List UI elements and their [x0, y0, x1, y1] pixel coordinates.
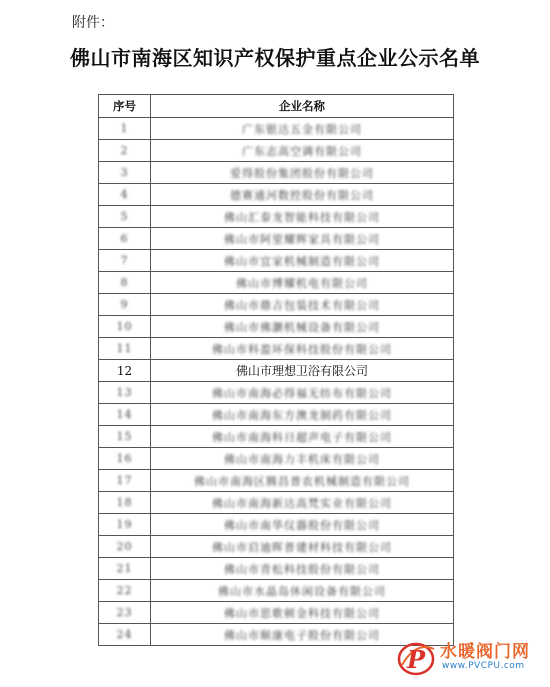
company-name: 佛山市南海区腾昌普农机械制造有限公司 — [151, 470, 454, 492]
row-number: 24 — [99, 624, 151, 646]
company-name: 佛山市南海力丰机床有限公司 — [151, 448, 454, 470]
row-number: 16 — [99, 448, 151, 470]
attachment-label: 附件： — [72, 15, 114, 31]
table-row — [99, 580, 454, 602]
row-number: 6 — [99, 228, 151, 250]
table-row — [99, 206, 454, 228]
company-name: 佛山市宜家机械制造有限公司 — [151, 250, 454, 272]
table-row — [99, 404, 454, 426]
table-header-row — [99, 95, 454, 118]
column-header-number: 序号 — [99, 95, 151, 118]
table-row — [99, 316, 454, 338]
watermark-logo-letter: P — [407, 645, 426, 674]
row-number: 21 — [99, 558, 151, 580]
table-row — [99, 602, 454, 624]
row-number: 7 — [99, 250, 151, 272]
company-name: 德赛通河数控股份有限公司 — [151, 184, 454, 206]
company-name: 佛山市博耀机电有限公司 — [151, 272, 454, 294]
company-name: 佛山市青松科技股份有限公司 — [151, 558, 454, 580]
table-row — [99, 448, 454, 470]
row-number: 4 — [99, 184, 151, 206]
row-number: 18 — [99, 492, 151, 514]
row-number: 12 — [99, 360, 151, 382]
company-name: 佛山市佛灏机械设备有限公司 — [151, 316, 454, 338]
company-name: 佛山市顺康电子股份有限公司 — [151, 624, 454, 646]
table-row — [99, 558, 454, 580]
company-name: 佛山市水晶岛休闲设备有限公司 — [151, 580, 454, 602]
watermark-text: 水暖阀门网 — [440, 642, 530, 662]
table-row — [99, 360, 454, 382]
row-number: 1 — [99, 118, 151, 140]
row-number: 20 — [99, 536, 151, 558]
company-name: 广东志高空调有限公司 — [151, 140, 454, 162]
row-number: 22 — [99, 580, 151, 602]
column-header-company-name: 企业名称 — [151, 95, 454, 118]
company-name: 佛山市南海东方澳龙制药有限公司 — [151, 404, 454, 426]
company-name: 佛山市阿里耀辉家具有限公司 — [151, 228, 454, 250]
row-number: 8 — [99, 272, 151, 294]
row-number: 13 — [99, 382, 151, 404]
table-row — [99, 162, 454, 184]
row-number: 23 — [99, 602, 151, 624]
watermark-url: www.PVCPU.com — [442, 661, 525, 671]
row-number: 17 — [99, 470, 151, 492]
table-row — [99, 294, 454, 316]
company-name: 广东银达五金有限公司 — [151, 118, 454, 140]
company-name: 佛山市思歌顿金科技有限公司 — [151, 602, 454, 624]
table-row — [99, 250, 454, 272]
table-row — [99, 470, 454, 492]
company-name: 佛山汇泰龙智能科技有限公司 — [151, 206, 454, 228]
company-name: 佛山市鼎吉包装技术有限公司 — [151, 294, 454, 316]
row-number: 19 — [99, 514, 151, 536]
company-name: 佛山市南海必得福无纺布有限公司 — [151, 382, 454, 404]
table-row — [99, 514, 454, 536]
row-number: 10 — [99, 316, 151, 338]
table-row — [99, 228, 454, 250]
table-row — [99, 140, 454, 162]
row-number: 14 — [99, 404, 151, 426]
company-name: 爱得股份集团股份有限公司 — [151, 162, 454, 184]
table-row — [99, 382, 454, 404]
company-name: 佛山市科盈环保科技股份有限公司 — [151, 338, 454, 360]
company-name: 佛山市南海新达高梵实业有限公司 — [151, 492, 454, 514]
table-row — [99, 272, 454, 294]
company-table — [98, 94, 454, 646]
watermark — [394, 635, 544, 679]
watermark-logo-icon — [394, 635, 438, 679]
table-body — [99, 118, 454, 646]
row-number: 11 — [99, 338, 151, 360]
row-number: 2 — [99, 140, 151, 162]
company-name: 佛山市南华仪器股份有限公司 — [151, 514, 454, 536]
company-name: 佛山市启迪晖普建材科技有限公司 — [151, 536, 454, 558]
row-number: 15 — [99, 426, 151, 448]
table-row — [99, 338, 454, 360]
table-row — [99, 118, 454, 140]
company-name: 佛山市南海科日超声电子有限公司 — [151, 426, 454, 448]
company-name: 佛山市理想卫浴有限公司 — [151, 360, 454, 382]
table-row — [99, 184, 454, 206]
table-row — [99, 492, 454, 514]
table-row — [99, 536, 454, 558]
table-row — [99, 426, 454, 448]
row-number: 3 — [99, 162, 151, 184]
row-number: 9 — [99, 294, 151, 316]
page-title: 佛山市南海区知识产权保护重点企业公示名单 — [70, 46, 480, 70]
row-number: 5 — [99, 206, 151, 228]
